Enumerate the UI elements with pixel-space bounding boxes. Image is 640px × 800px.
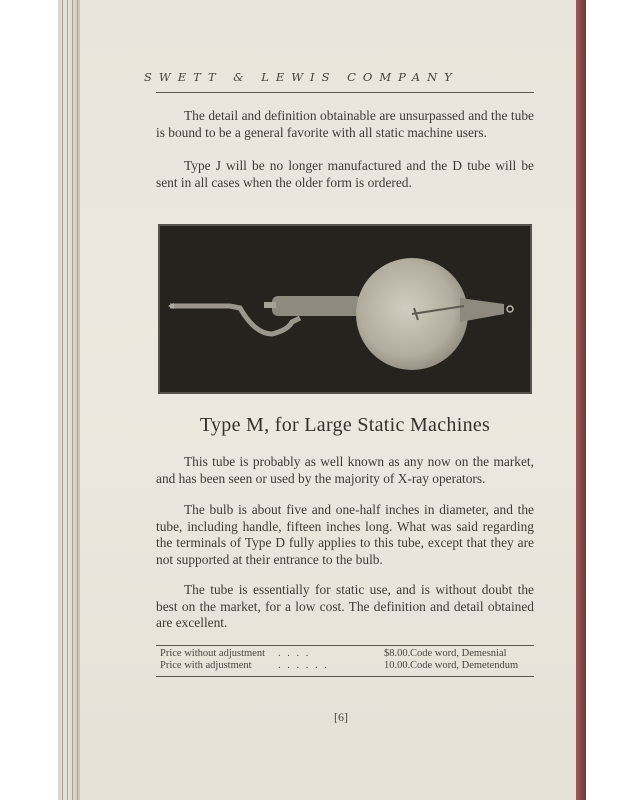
code-word: Code word, Demesnial [410,648,507,659]
price-table [160,648,534,672]
x-ray-tube-photo-icon [158,224,532,394]
section-title: Type M, for Large Static Machines [199,414,491,436]
body-paragraph-3: The tube is essentially for static use, and is without doubt the best on the market, for a low cost. The definition and detail obtained are excellent. [156,582,534,630]
price-amount: $8.00. [384,648,411,659]
code-word: Code word, Demetendum [410,660,519,671]
body-paragraph-2: The bulb is about five and one-half inches in diameter, and the tube, including handle, fifteen inches long. What was said regarding the terminals of Type D fully applies to this tube, except that they are not supported at their entrance to the bulb. [156,502,534,567]
price-label: Price without adjustment [160,648,265,659]
header-rule [156,92,534,93]
book-page [80,0,578,800]
book-cover-edge [576,0,586,800]
price-table-bottom-rule [156,676,534,677]
leader-dots: . . . . . . [278,660,329,671]
price-row [160,648,534,660]
price-label: Price with adjustment [160,660,252,671]
price-row [160,660,534,672]
intro-paragraph-1: The detail and definition obtainable are unsurpassed and the tube is bound to be a general favorite with all static machine users. [156,108,534,140]
page-stack-edge [58,0,82,800]
leader-dots: . . . . [278,648,311,659]
price-amount: 10.00. [384,660,411,671]
intro-paragraph-2: Type J will be no longer manufactured and the D tube will be sent in all cases when the older form is ordered. [156,158,534,190]
price-table-top-rule [156,645,534,646]
running-header: SWETT & LEWIS COMPANY [144,70,459,84]
body-paragraph-1: This tube is probably as well known as any now on the market, and has been seen or used by the majority of X-ray operators. [156,454,534,486]
page-number: [6] [334,710,348,724]
